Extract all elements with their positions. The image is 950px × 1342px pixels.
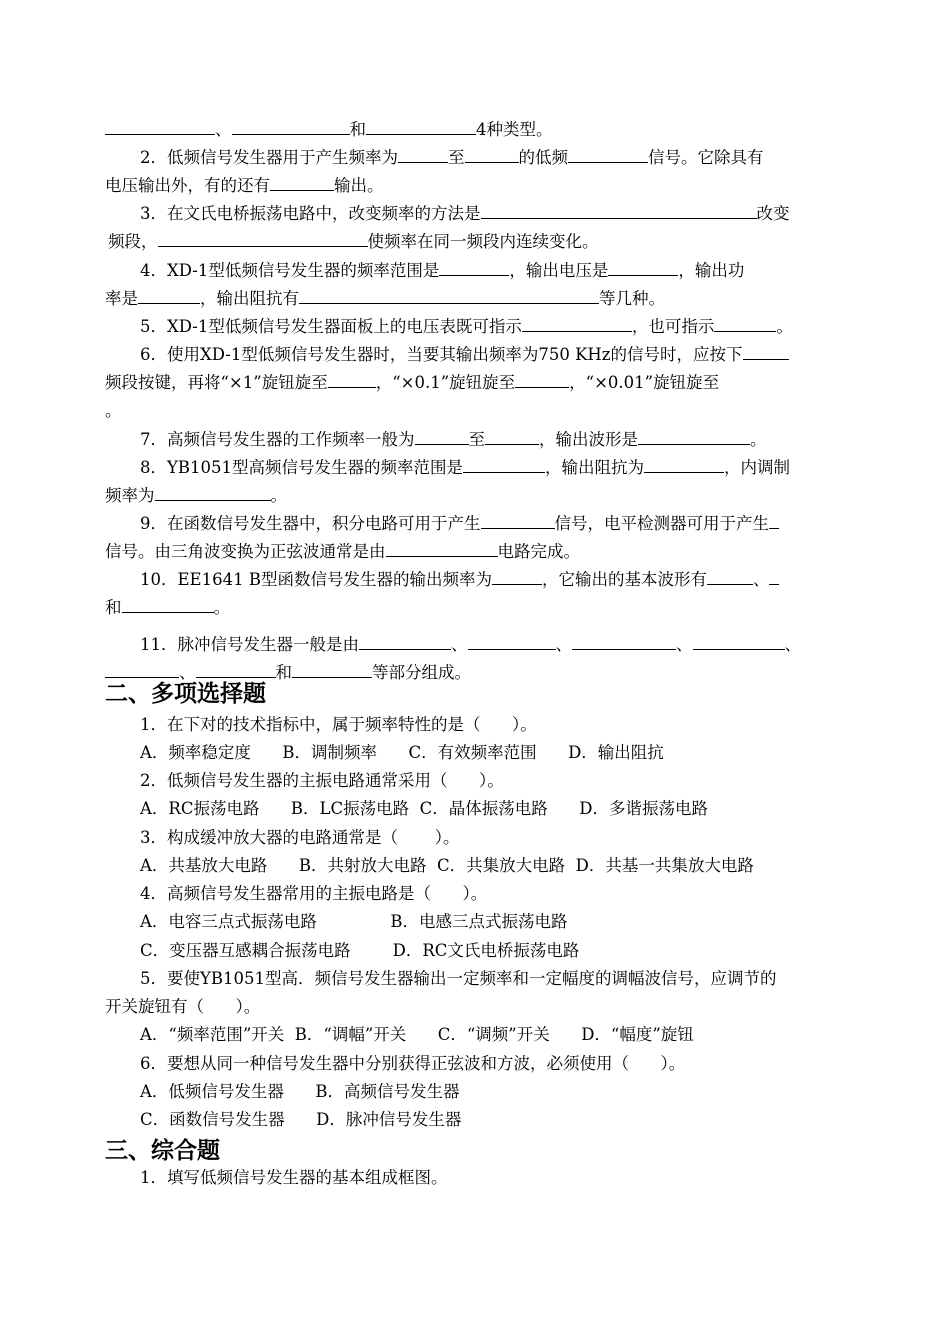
answer-blank[interactable] [138, 285, 200, 304]
choice-options: A．频率稳定度 B．调制频率 C．有效频率范围 D．输出阻抗 [140, 743, 664, 762]
fill-in-line [0, 228, 950, 256]
question-text: 使频率在同一频段内连续变化。 [367, 232, 599, 251]
question-line: 开关旋钮有（ ）。 [105, 997, 261, 1016]
question-line: 4．高频信号发生器常用的主振电路是（ ）。 [140, 884, 488, 903]
question-text: ，“×0.01”旋钮旋至 [569, 373, 720, 392]
question-text: 率是 [105, 289, 138, 308]
question-text: 等几种。 [599, 289, 665, 308]
question-text: 、 [752, 570, 770, 589]
question-text: 信号，电平检测器可用于产生 [554, 514, 769, 533]
question-text: ，输出电压是 [509, 261, 609, 280]
question-text: 和 [275, 663, 292, 682]
question-text: 至 [468, 430, 485, 449]
answer-blank[interactable] [769, 510, 779, 529]
question-text: 电压输出外，有的还有 [105, 176, 270, 195]
question-text: ，输出阻抗有 [200, 289, 299, 308]
choice-options: C．函数信号发生器 D．脉冲信号发生器 [140, 1110, 462, 1129]
fill-in-line [0, 454, 950, 482]
answer-blank[interactable] [196, 659, 276, 678]
answer-blank[interactable] [481, 200, 757, 219]
question-text: 。 [105, 401, 122, 420]
answer-blank[interactable] [693, 631, 785, 650]
question-line: 2．低频信号发生器的主振电路通常采用（ ）。 [140, 771, 504, 790]
question-text: ，内调制 [724, 458, 791, 477]
question-text: 4．XD-1型低频信号发生器的频率范围是 [140, 261, 440, 280]
fill-in-line [0, 116, 950, 144]
question-text: 11．脉冲信号发生器一般是由 [140, 635, 359, 654]
question-line: 1．在下对的技术指标中，属于频率特性的是（ ）。 [140, 715, 537, 734]
fill-in-line [0, 200, 950, 228]
answer-blank[interactable] [328, 369, 376, 388]
question-text: 8．YB1051型高频信号发生器的频率范围是 [140, 458, 464, 477]
question-line: 5．要使YB1051型高．频信号发生器输出一定频率和一定幅度的调幅波信号，应调节的 [140, 969, 777, 988]
question-text: 信号。由三角波变换为正弦波通常是由 [105, 542, 386, 561]
answer-blank[interactable] [105, 116, 215, 135]
question-text: 9．在函数信号发生器中，积分电路可用于产生 [140, 514, 481, 533]
question-text: ，输出阻抗为 [545, 458, 645, 477]
answer-blank[interactable] [122, 594, 214, 613]
question-text: 、 [676, 635, 693, 654]
answer-blank[interactable] [415, 426, 469, 445]
answer-blank[interactable] [158, 228, 368, 247]
answer-blank[interactable] [481, 510, 555, 529]
choice-options: C．变压器互感耦合振荡电路 D．RC文氏电桥振荡电路 [140, 941, 580, 960]
answer-blank[interactable] [644, 454, 724, 473]
question-text: 。 [270, 486, 287, 505]
question-text: 和 [105, 598, 122, 617]
answer-blank[interactable] [439, 257, 509, 276]
question-text: ，它输出的基本波形有 [541, 570, 707, 589]
choice-options: A．RC振荡电路 B．LC振荡电路 C．晶体振荡电路 D．多谐振荡电路 [140, 799, 708, 818]
answer-blank[interactable] [465, 144, 519, 163]
fill-in-line [0, 313, 950, 341]
question-text: 3．在文氏电桥振荡电路中，改变频率的方法是 [140, 204, 481, 223]
question-text: ，也可指示 [631, 317, 715, 336]
answer-blank[interactable] [386, 538, 498, 557]
answer-blank[interactable] [155, 482, 271, 501]
question-text: 输出。 [334, 176, 384, 195]
fill-in-line [0, 285, 950, 313]
question-text: ，“×0.1”旋钮旋至 [375, 373, 516, 392]
answer-blank[interactable] [270, 172, 334, 191]
question-text: 。 [776, 317, 793, 336]
answer-blank[interactable] [232, 116, 350, 135]
question-text: 的低频 [518, 148, 568, 167]
answer-blank[interactable] [638, 426, 750, 445]
question-text: 、 [555, 635, 572, 654]
answer-blank[interactable] [398, 144, 448, 163]
fill-in-line [0, 510, 950, 538]
answer-blank[interactable] [707, 566, 753, 585]
answer-blank[interactable] [105, 659, 179, 678]
answer-blank[interactable] [468, 631, 556, 650]
question-text: 6．使用XD-1型低频信号发生器时，当要其输出频率为750 KHz的信号时，应按下 [140, 345, 743, 364]
question-text: 。 [750, 430, 767, 449]
question-text: 改变 [756, 204, 790, 223]
fill-in-line [0, 566, 950, 594]
question-text: 和 [349, 120, 366, 139]
question-text: ，输出波形是 [539, 430, 638, 449]
choice-options: A．电容三点式振荡电路 B．电感三点式振荡电路 [140, 912, 568, 931]
question-text: 2．低频信号发生器用于产生频率为 [140, 148, 398, 167]
question-text: 频段， [108, 232, 158, 251]
fill-in-line [0, 631, 950, 659]
question-text: 、 [784, 635, 801, 654]
answer-blank[interactable] [463, 454, 545, 473]
question-text: 信号。它除具有 [648, 148, 764, 167]
answer-blank[interactable] [522, 313, 632, 332]
question-text: 频率为 [105, 486, 155, 505]
answer-blank[interactable] [608, 257, 678, 276]
choice-options: A．“频率范围”开关 B．“调幅”开关 C．“调频”开关 D．“幅度”旋钮 [140, 1025, 694, 1044]
answer-blank[interactable] [359, 631, 451, 650]
question-text: 、 [451, 635, 468, 654]
fill-in-line [0, 144, 950, 172]
answer-blank[interactable] [299, 285, 599, 304]
question-text: ，输出功 [678, 261, 745, 280]
choice-options: A．共基放大电路 B．共射放大电路 C．共集放大电路 D．共基一共集放大电路 [140, 856, 754, 875]
question-text: 10．EE1641 B型函数信号发生器的输出频率为 [140, 570, 492, 589]
question-text: 7．高频信号发生器的工作频率一般为 [140, 430, 415, 449]
question-text: 。 [213, 598, 230, 617]
fill-in-line [0, 341, 950, 369]
question-text: 、 [215, 120, 232, 139]
fill-in-line [0, 257, 950, 285]
answer-blank[interactable] [769, 566, 779, 585]
answer-blank[interactable] [515, 369, 569, 388]
fill-in-line [0, 369, 950, 397]
question-line: 3．构成缓冲放大器的电路通常是（ ）。 [140, 828, 460, 847]
answer-blank[interactable] [292, 659, 372, 678]
question-text: 5．XD-1型低频信号发生器面板上的电压表既可指示 [140, 317, 522, 336]
question-line: 1．填写低频信号发生器的基本组成框图。 [140, 1168, 448, 1187]
section-3-title: 三、综合题 [105, 1138, 220, 1164]
answer-blank[interactable] [743, 341, 789, 360]
answer-blank[interactable] [714, 313, 776, 332]
question-text: 至 [448, 148, 465, 167]
answer-blank[interactable] [572, 631, 676, 650]
answer-blank[interactable] [485, 426, 539, 445]
question-text: 等部分组成。 [372, 663, 471, 682]
fill-in-line [0, 397, 950, 425]
fill-in-line [0, 538, 950, 566]
fill-in-line [0, 482, 950, 510]
fill-in-line [0, 172, 950, 200]
fill-in-line [0, 426, 950, 454]
answer-blank[interactable] [366, 116, 476, 135]
answer-blank[interactable] [492, 566, 542, 585]
question-text: 频段按键，再将“×1”旋钮旋至 [105, 373, 328, 392]
question-text: 、 [179, 663, 196, 682]
question-line: 6．要想从同一种信号发生器中分别获得正弦波和方波，必须使用（ ）。 [140, 1054, 686, 1073]
choice-options: A．低频信号发生器 B．高频信号发生器 [140, 1082, 460, 1101]
section-2-title: 二、多项选择题 [105, 681, 266, 707]
question-text: 4种类型。 [476, 120, 553, 139]
question-text: 电路完成。 [497, 542, 580, 561]
fill-in-line [0, 594, 950, 622]
answer-blank[interactable] [568, 144, 648, 163]
